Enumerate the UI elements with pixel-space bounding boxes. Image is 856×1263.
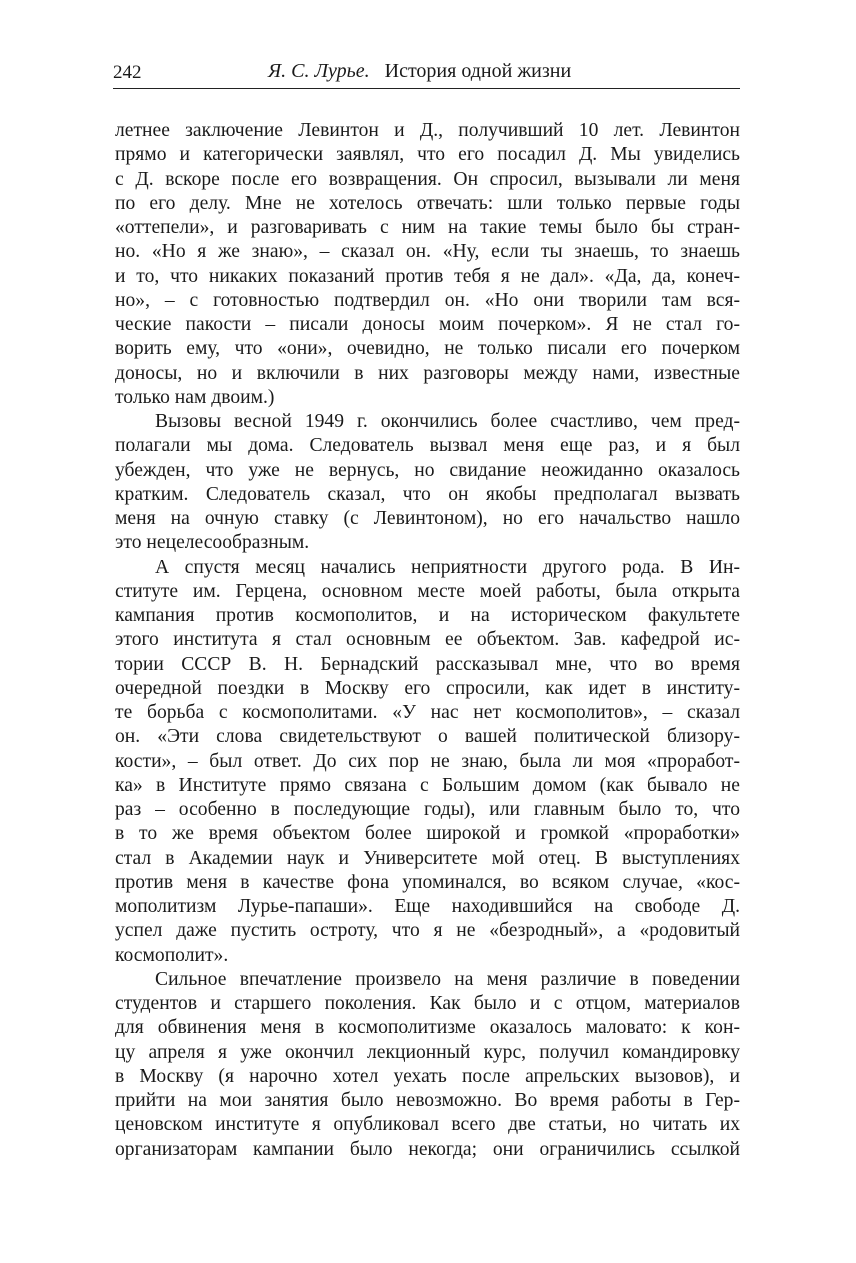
text-line: кости», – был ответ. До сих пор не знаю, была ли моя «проработ- [115,750,740,772]
text-line: кампания против космополитов, и на историческом факультете [115,605,740,626]
text-line: мополитизм Лурье-папаши». Еще находившийся на свободе Д. [115,896,740,917]
text-line: убежден, что уже не вернусь, но свидание неожиданно оказалось [115,459,740,481]
text-line: успел даже пустить остроту, что я не «безродный», а «родовитый [115,920,740,942]
text-line: доносы, но и включили в них разговоры между нами, известные [115,362,740,384]
text-line: стал в Академии наук и Университете мой отец. В выступлениях [115,847,740,869]
text-line: прийти на мои занятия было невозможно. Во время работы в Гер- [115,1090,740,1111]
text-line: в Москву (я нарочно хотел уехать после апрельских вызовов), и [115,1065,740,1087]
text-line: для обвинения меня в космополитизме оказалось маловато: к кон- [115,1017,740,1039]
text-line: тории СССР В. Н. Бернадский рассказывал мне, что во время [115,653,740,675]
text-line: полагали мы дома. Следователь вызвал меня еще раз, и я был [115,435,740,457]
text-line: с Д. вскоре после его возвращения. Он спросил, вызывали ли меня [115,168,740,190]
text-line: ческие пакости – писали доносы моим почерком». Я не стал го- [115,314,740,335]
text-line: кратким. Следователь сказал, что он якобы предполагал вызвать [115,483,740,505]
text-line: против меня в качестве фона упоминался, во всяком случае, «кос- [115,871,740,893]
text-line: это нецелесообразным. [115,532,310,554]
text-line: студентов и старшего поколения. Как было и с отцом, материалов [115,993,740,1014]
text-line: ценовском институте я опубликовал всего две статьи, но читать их [115,1114,740,1136]
text-line: прямо и категорически заявлял, что его посадил Д. Мы увиделись [115,144,740,166]
text-line: цу апреля я уже окончил лекционный курс, получил командировку [115,1041,740,1063]
text-line: ворить ему, что «они», очевидно, не только писали его почерком [115,338,740,360]
running-head [113,60,740,89]
text-line: летнее заключение Левинтон и Д., получивший 10 лет. Левинтон [115,120,740,141]
text-line: «оттепели», и разговаривать с ним на такие темы было бы стран- [115,217,740,238]
text-line: Вызовы весной 1949 г. окончились более счастливо, чем пред- [155,411,740,432]
text-line: раз – особенно в последующие годы), или главным было то, что [115,799,740,820]
running-title-author: Я. С. Лурье. [268,60,370,82]
page-number: 242 [113,62,142,83]
text-line: этого института я стал основным ее объектом. Зав. кафедрой ис- [115,629,740,651]
text-line: только нам двоим.) [115,386,275,408]
text-line: очередной поездки в Москву его спросили, как идет в институ- [115,677,740,699]
text-line: космополит». [115,944,229,966]
text-line: и то, что никаких показаний против тебя я не дал». «Да, да, конеч- [115,265,740,287]
text-line: ституте им. Герцена, основном месте моей работы, была открыта [115,580,740,602]
text-line: но», – с готовностью подтвердил он. «Но они творили там вся- [115,289,740,311]
text-line: Сильное впечатление произвело на меня различие в поведении [155,968,740,990]
text-line: организаторам кампании было некогда; они ограничились ссылкой [115,1138,740,1160]
text-line: в то же время объектом более широкой и громкой «проработки» [115,823,740,845]
body-text [115,119,740,1162]
text-line: меня на очную ставку (с Левинтоном), но его начальство нашло [115,508,740,529]
text-line: но. «Но я же знаю», – сказал он. «Ну, если ты знаешь, то знаешь [115,241,740,263]
running-title [268,60,571,82]
text-line: он. «Эти слова свидетельствуют о вашей политической близору- [115,726,740,748]
text-line: ка» в Институте прямо связана с Большим домом (как бывало не [115,774,740,796]
text-line: те борьба с космополитами. «У нас нет космополитов», – сказал [115,702,740,723]
text-line: по его делу. Мне не хотелось отвечать: шли только первые годы [115,192,740,214]
running-title-book: История одной жизни [384,60,572,82]
text-line: А спустя месяц начались неприятности другого рода. В Ин- [155,556,740,578]
